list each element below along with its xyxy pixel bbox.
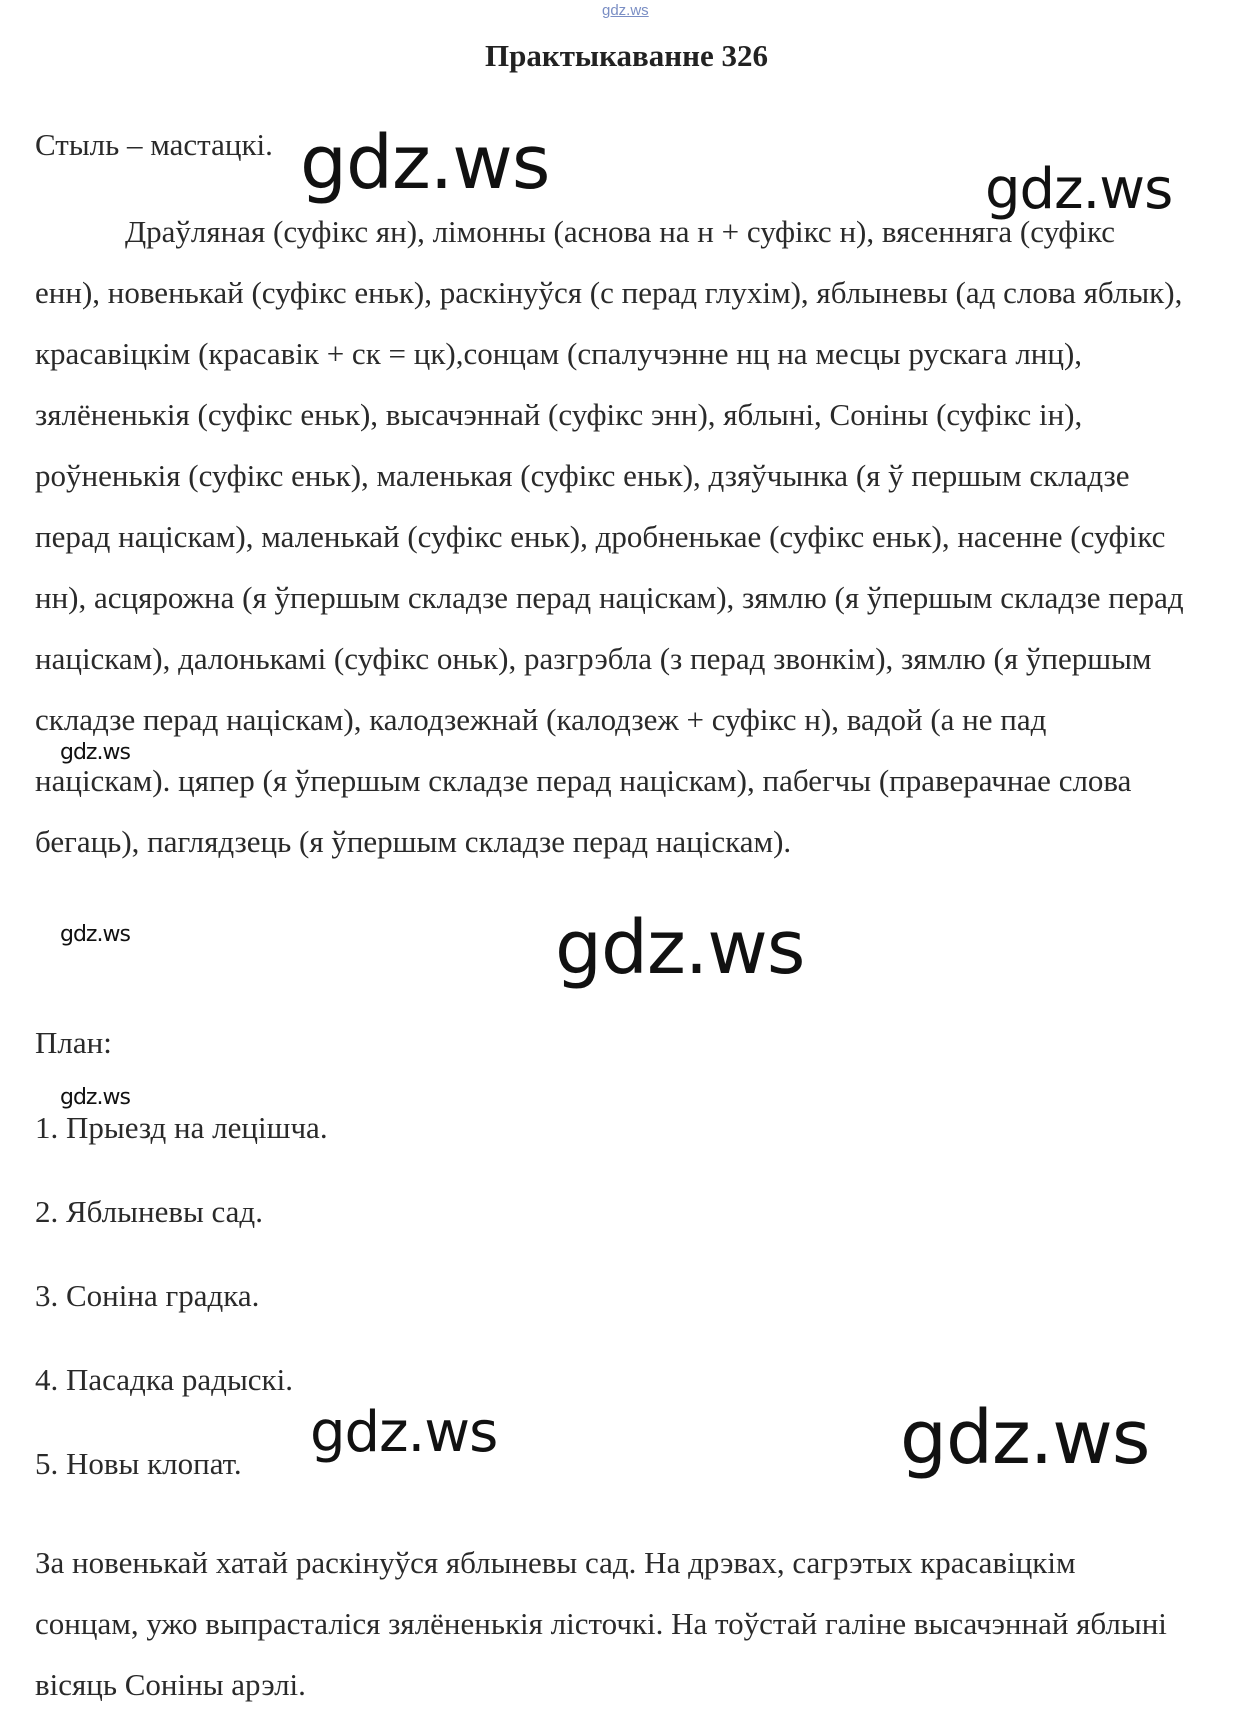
plan-item-2: 2. Яблыневы сад. — [35, 1194, 263, 1229]
plan-item-3: 3. Соніна градка. — [35, 1278, 260, 1313]
watermark-4: gdz.ws — [60, 922, 130, 947]
watermark-6: gdz.ws — [60, 1085, 130, 1110]
watermark-8: gdz.ws — [900, 1395, 1150, 1481]
style-line: Стыль – мастацкі. — [35, 127, 273, 162]
watermark-7: gdz.ws — [310, 1400, 498, 1465]
page-title: Практыкаванне 326 — [484, 38, 768, 73]
plan-item-4: 4. Пасадка радыскі. — [35, 1362, 293, 1397]
story-paragraph: За новенькай хатай раскінуўся яблыневы сад. На дрэвах, сагрэтых красавіцкім сонцам, ужо выпрасталіся зялёненькія лісточкі. На тоўстай галіне высачэннай яблыні вісяць Соніны арэлі. — [35, 1545, 1167, 1702]
analysis-paragraph: Драўляная (суфікс ян), лімонны (аснова на н + суфікс н), вясенняга (суфікс енн), новенькай (суфікс еньк), раскінуўся (с перад глухім), яблыневы (ад слова яблык), красавіцкім (красавік + ск = цк),сонцам (спалучэнне нц на месцы рускага лнц), зялёненькія (суфікс еньк), высачэннай (суфікс энн), яблыні, Соніны (суфікс ін), роўненькія (суфікс еньк), маленькая (суфікс еньк), дзяўчынка (я ў першым складзе перад націскам), маленькай (суфікс еньк), дробненькае (суфікс еньк), насенне (суфікс нн), асцярожна (я ўпершым складзе перад націскам), зямлю (я ўпершым складзе перад націскам), далонькамі (суфікс оньк), разгрэбла (з перад звонкім), зямлю (я ўпершым складзе перад націскам), калодзежнай (калодзеж + суфікс н), вадой (а не пад націскам). цяпер (я ўпершым складзе перад націскам), пабегчы (праверачнае слова бегаць), паглядзець (я ўпершым складзе перад націскам). — [35, 214, 1184, 859]
plan-label: План: — [35, 1025, 112, 1060]
top-watermark: gdz.ws — [602, 2, 649, 19]
watermark-5: gdz.ws — [555, 905, 805, 991]
watermark-2: gdz.ws — [985, 157, 1173, 222]
watermark-1: gdz.ws — [300, 120, 550, 206]
watermark-3: gdz.ws — [60, 740, 130, 765]
plan-item-1: 1. Прыезд на лецішча. — [35, 1110, 328, 1145]
plan-item-5: 5. Новы клопат. — [35, 1446, 242, 1481]
